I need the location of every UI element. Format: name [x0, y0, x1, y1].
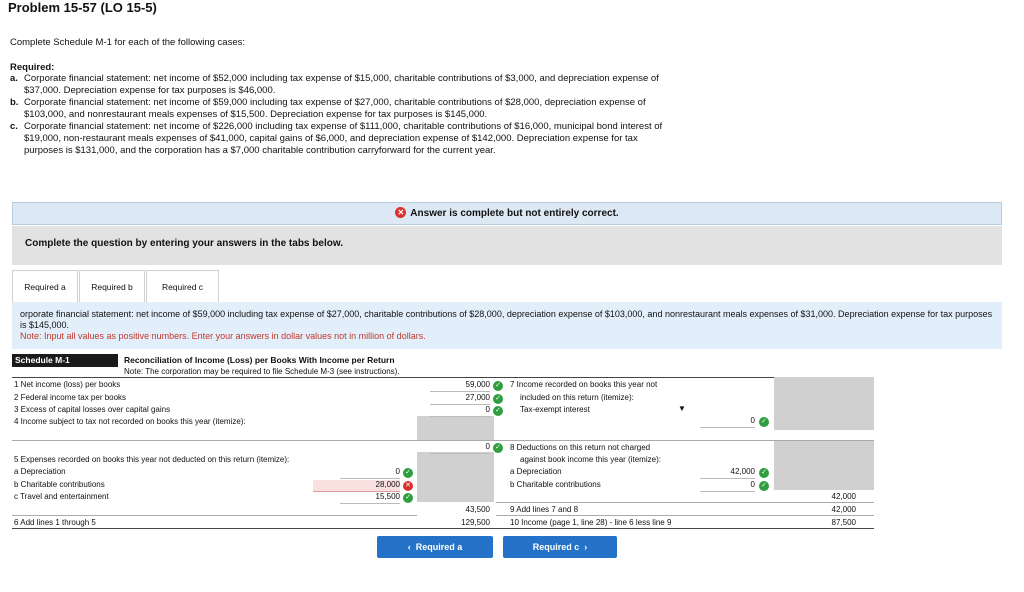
line-10-value: 87,500 — [831, 518, 856, 527]
line-8-label-cont: against book income this year (itemize): — [520, 455, 661, 464]
input-note: Note: Input all values as positive numbers. Enter your answers in dollar values not in million of dollars. — [20, 331, 426, 341]
line-7-label: 7 Income recorded on books this year not — [510, 380, 658, 389]
grey-filler — [774, 440, 874, 490]
required-item-a: a. Corporate financial statement: net income of $52,000 including tax expense of $15,000, charitable contributions of $3,000, and depreciation expense of $37,000. Depreciation expense for tax purposes is $46,000. — [10, 73, 659, 96]
row-rule — [12, 440, 874, 441]
check-icon: ✓ — [403, 468, 413, 478]
line-6-label: 6 Add lines 1 through 5 — [14, 518, 96, 527]
required-heading: Required: — [10, 62, 55, 73]
line-8-total: 42,000 — [831, 492, 856, 501]
line-5c-value: 15,500 — [375, 492, 400, 501]
check-icon: ✓ — [759, 417, 769, 427]
required-item-c: c. Corporate financial statement: net income of $226,000 including tax expense of $111,000, charitable contributions of $16,000, municipal bond interest of $19,000, non-restaurant meals expenses of $41,000, capital gains of $6,000, and depreciation expense of $142,000. Depreciation expense for tax purposes is $131,000, and the corporation has a $7,000 charitable contribution carryforward for the current year. — [10, 121, 663, 156]
line-5b-label: b Charitable contributions — [14, 480, 105, 489]
schedule-label: Schedule M-1 — [12, 354, 118, 367]
line-1-label: 1 Net income (loss) per books — [14, 380, 121, 389]
required-list — [10, 73, 670, 157]
tab-required-c[interactable]: Required c — [146, 270, 219, 302]
row-rule — [496, 515, 874, 516]
required-item-b: b. Corporate financial statement: net income of $59,000 including tax expense of $27,000, charitable contributions of $28,000, depreciation expense of $103,000, and nonrestaurant meals expenses of $15,500. Depreciation expense for tax purposes is $145,000. — [10, 97, 646, 120]
dropdown-arrow-icon[interactable]: ▼ — [678, 404, 686, 413]
line-8a-value: 42,000 — [730, 467, 755, 476]
line-3-label: 3 Excess of capital losses over capital gains — [14, 405, 171, 414]
line-1-value: 59,000 — [465, 380, 490, 389]
line-5a-label: a Depreciation — [14, 467, 66, 476]
page-title: Problem 15-57 (LO 15-5) — [8, 0, 157, 15]
chevron-left-icon: ‹ — [407, 542, 411, 552]
line-2-value: 27,000 — [465, 393, 490, 402]
grey-filler — [417, 416, 494, 440]
case-info-panel — [12, 302, 1002, 349]
line-7-value: 0 — [750, 416, 755, 425]
row-rule — [496, 502, 874, 503]
line-8a-label: a Depreciation — [510, 467, 562, 476]
table-bottom-rule — [12, 528, 874, 529]
schedule-title: Reconciliation of Income (Loss) per Books With Income per Return — [124, 355, 395, 365]
table-top-rule — [12, 377, 874, 378]
row-rule — [12, 515, 417, 516]
line-10-label: 10 Income (page 1, line 28) - line 6 less line 9 — [510, 518, 672, 527]
line-5a-value: 0 — [395, 467, 400, 476]
line-8-label: 8 Deductions on this return not charged — [510, 443, 651, 452]
x-circle-icon: ✕ — [403, 481, 413, 491]
line-9-label: 9 Add lines 7 and 8 — [510, 505, 579, 514]
prev-required-a-button[interactable]: ‹ Required a — [377, 536, 493, 558]
line-8b-value: 0 — [750, 480, 755, 489]
check-icon: ✓ — [759, 468, 769, 478]
line-7-label-cont: included on this return (itemize): — [520, 393, 634, 402]
chevron-right-icon: › — [584, 542, 588, 552]
tab-required-b[interactable]: Required b — [79, 270, 145, 302]
line-6-total: 129,500 — [461, 518, 490, 527]
intro-text: Complete Schedule M-1 for each of the following cases: — [10, 37, 245, 48]
line-5-total: 43,500 — [465, 505, 490, 514]
line-4-label: 4 Income subject to tax not recorded on books this year (itemize): — [14, 417, 246, 426]
grey-filler — [417, 452, 494, 502]
tax-exempt-interest-label[interactable]: Tax-exempt interest — [520, 405, 590, 414]
line-3-value: 0 — [485, 405, 490, 414]
case-description: orporate financial statement: net income of $59,000 including tax expense of $27,000, charitable contributions of $28,000, depreciation expense of $103,000, and nonrestaurant meals expenses of $31,000. Depreciation expense for tax purposes is $145,000. — [20, 309, 993, 330]
schedule-note: Note: The corporation may be required to file Schedule M-3 (see instructions). — [124, 367, 400, 376]
check-icon: ✓ — [493, 381, 503, 391]
line-5c-label: c Travel and entertainment — [14, 492, 109, 501]
line-2-label: 2 Federal income tax per books — [14, 393, 127, 402]
line-5b-value: 28,000 — [375, 480, 400, 489]
instruction-text: Complete the question by entering your answers in the tabs below. — [25, 238, 344, 249]
next-required-c-button[interactable]: Required c › — [503, 536, 617, 558]
check-icon: ✓ — [493, 394, 503, 404]
check-icon: ✓ — [493, 406, 503, 416]
check-icon: ✓ — [493, 443, 503, 453]
line-8b-label: b Charitable contributions — [510, 480, 601, 489]
grey-filler — [774, 377, 874, 430]
line-4-value: 0 — [485, 442, 490, 451]
tab-required-a[interactable]: Required a — [12, 270, 78, 302]
check-icon: ✓ — [403, 493, 413, 503]
line-9-value: 42,000 — [831, 505, 856, 514]
line-5-label: 5 Expenses recorded on books this year not deducted on this return (itemize): — [14, 455, 290, 464]
check-icon: ✓ — [759, 481, 769, 491]
x-circle-icon: ✕ — [395, 207, 406, 218]
answer-status-banner: ✕ Answer is complete but not entirely correct. — [12, 202, 1002, 225]
